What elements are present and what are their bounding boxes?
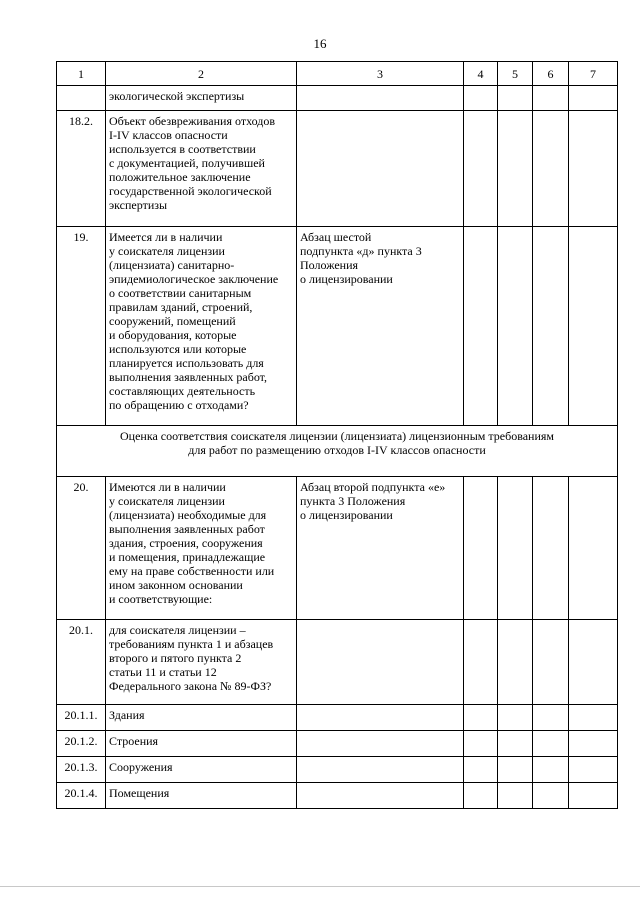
row-reference bbox=[297, 111, 464, 227]
answer-cell bbox=[464, 705, 498, 731]
table-header-row bbox=[57, 62, 618, 86]
row-number: 19. bbox=[57, 227, 106, 426]
column-header: 1 bbox=[57, 62, 106, 86]
answer-cell bbox=[569, 111, 618, 227]
row-reference bbox=[297, 783, 464, 809]
answer-cell bbox=[533, 757, 569, 783]
answer-cell bbox=[498, 620, 533, 705]
answer-cell bbox=[569, 86, 618, 111]
answer-cell bbox=[464, 227, 498, 426]
answer-cell bbox=[464, 731, 498, 757]
column-header: 5 bbox=[498, 62, 533, 86]
table-row bbox=[57, 620, 618, 705]
row-reference bbox=[297, 731, 464, 757]
answer-cell bbox=[533, 477, 569, 620]
table-row bbox=[57, 731, 618, 757]
row-question: Сооружения bbox=[106, 757, 297, 783]
row-number: 20.1.3. bbox=[57, 757, 106, 783]
scan-edge-line bbox=[0, 886, 640, 887]
table-row bbox=[57, 227, 618, 426]
table-row bbox=[57, 783, 618, 809]
answer-cell bbox=[533, 111, 569, 227]
answer-cell bbox=[569, 783, 618, 809]
row-number: 20.1.2. bbox=[57, 731, 106, 757]
row-question: Строения bbox=[106, 731, 297, 757]
row-question: для соискателя лицензии – требованиям пункта 1 и абзацев второго и пятого пункта 2 статьи 11 и статьи 12 Федерального закона № 89-ФЗ? bbox=[106, 620, 297, 705]
answer-cell bbox=[498, 783, 533, 809]
answer-cell bbox=[533, 227, 569, 426]
answer-cell bbox=[569, 477, 618, 620]
row-reference bbox=[297, 86, 464, 111]
column-header: 3 bbox=[297, 62, 464, 86]
table-row bbox=[57, 477, 618, 620]
section-title: Оценка соответствия соискателя лицензии (лицензиата) лицензионным требованиям для работ по размещению отходов I-IV классов опасности bbox=[57, 426, 618, 477]
column-header: 2 bbox=[106, 62, 297, 86]
answer-cell bbox=[569, 227, 618, 426]
page-number: 16 bbox=[313, 36, 327, 51]
answer-cell bbox=[464, 111, 498, 227]
row-question: Помещения bbox=[106, 783, 297, 809]
column-header: 7 bbox=[569, 62, 618, 86]
row-number: 20.1.1. bbox=[57, 705, 106, 731]
answer-cell bbox=[533, 86, 569, 111]
answer-cell bbox=[569, 731, 618, 757]
answer-cell bbox=[498, 111, 533, 227]
table-row bbox=[57, 705, 618, 731]
answer-cell bbox=[498, 705, 533, 731]
row-reference: Абзац шестой подпункта «д» пункта 3 Положения о лицензировании bbox=[297, 227, 464, 426]
column-header: 6 bbox=[533, 62, 569, 86]
answer-cell bbox=[569, 620, 618, 705]
row-question: Имеется ли в наличии у соискателя лицензии (лицензиата) санитарно- эпидемиологическое заключение о соответствии санитарным правилам зданий, строений, сооружений, помещений и оборудования, которые используются или которые планируется использовать для выполнения заявленных работ, составляющих деятельность по обращению с отходами? bbox=[106, 227, 297, 426]
answer-cell bbox=[569, 705, 618, 731]
answer-cell bbox=[498, 731, 533, 757]
row-reference bbox=[297, 620, 464, 705]
row-number: 18.2. bbox=[57, 111, 106, 227]
table-row bbox=[57, 86, 618, 111]
answer-cell bbox=[533, 783, 569, 809]
answer-cell bbox=[464, 783, 498, 809]
answer-cell bbox=[464, 620, 498, 705]
row-question: экологической экспертизы bbox=[106, 86, 297, 111]
row-number: 20. bbox=[57, 477, 106, 620]
answer-cell bbox=[569, 757, 618, 783]
table-row bbox=[57, 757, 618, 783]
answer-cell bbox=[533, 731, 569, 757]
answer-cell bbox=[533, 705, 569, 731]
row-question: Объект обезвреживания отходов I-IV классов опасности используется в соответствии с документацией, получившей положительное заключение государственной экологической экспертизы bbox=[106, 111, 297, 227]
checklist-table bbox=[56, 61, 618, 809]
answer-cell bbox=[498, 227, 533, 426]
column-header: 4 bbox=[464, 62, 498, 86]
row-reference: Абзац второй подпункта «е» пункта 3 Положения о лицензировании bbox=[297, 477, 464, 620]
answer-cell bbox=[533, 620, 569, 705]
section-row bbox=[57, 426, 618, 477]
answer-cell bbox=[464, 477, 498, 620]
answer-cell bbox=[498, 757, 533, 783]
row-question: Здания bbox=[106, 705, 297, 731]
answer-cell bbox=[498, 477, 533, 620]
row-question: Имеются ли в наличии у соискателя лицензии (лицензиата) необходимые для выполнения заявленных работ здания, строения, сооружения и помещения, принадлежащие ему на праве собственности или ином законном основании и соответствующие: bbox=[106, 477, 297, 620]
row-number bbox=[57, 86, 106, 111]
row-reference bbox=[297, 705, 464, 731]
row-number: 20.1. bbox=[57, 620, 106, 705]
answer-cell bbox=[464, 86, 498, 111]
row-reference bbox=[297, 757, 464, 783]
table-row bbox=[57, 111, 618, 227]
answer-cell bbox=[464, 757, 498, 783]
answer-cell bbox=[498, 86, 533, 111]
row-number: 20.1.4. bbox=[57, 783, 106, 809]
